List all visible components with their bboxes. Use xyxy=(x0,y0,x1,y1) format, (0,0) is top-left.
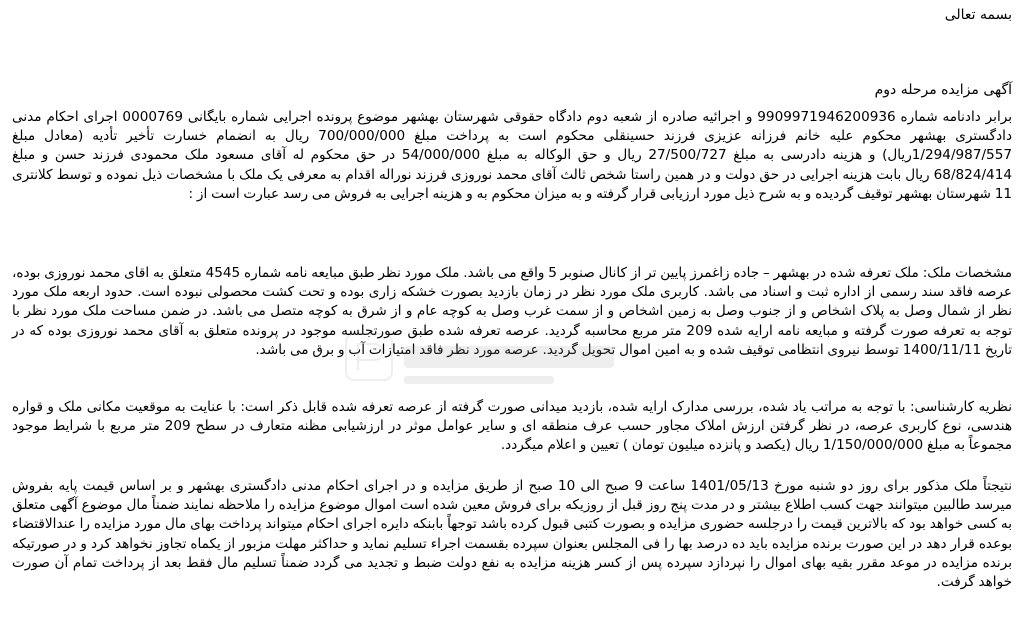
notice-title: آگهی مزایده مرحله دوم xyxy=(874,82,1012,98)
paragraph-property-specs: مشخصات ملک: ملک تعرفه شده در بهشهر – جاده زاغمرز پایین تر از کانال صنوبر 5 واقع می باشد. ملک مورد نظر طبق مبایعه نامه شماره 4545 متعلق به اقای محمد نوروزی بوده، عرصه فاقد سند رسمی از اداره ثبت و اسناد می باشد. کاربری ملک مورد نظر در زمان بازدید بصورت خشکه زاری بوده و تحت کشت محصولی نبوده است. حدود اربعه ملک مورد نظر از شمال وصل به پلاک اشخاص و از جنوب وصل به زمین اشخاص و از سمت غرب وصل به کوچه عام و از شرق به کوچه متصل می باشد. در ضمن مساحت ملک مورد نظر با توجه به تعرفه صورت گرفته و مبایعه نامه ارایه شده 209 متر مربع محاسبه گردید. عرصه تعرفه شده طبق صورتجلسه موجود در پرونده متعلق به آقای محمد نوروزی بوده که در تاریخ 1400/11/11 توسط نیروی انتظامی توقیف شده و به امین اموال تحویل گردید. عرصه مورد نظر فاقد امتیازات آب و برق می باشد. xyxy=(12,265,1012,358)
bismillah-heading: بسمه تعالی xyxy=(944,7,1012,23)
paragraph-verdict: برابر دادنامه شماره 9909971946200936 و اجرائیه صادره از شعبه دوم دادگاه حقوقی شهرستان بهشهر موضوع پرونده اجرایی شماره بایگانی 0000769 اجرای احکام مدنی دادگستری بهشهر محکوم علیه خانم فرزانه عزیزی فرزند حسینقلی محکوم است به پرداخت مبلغ 700/000/000 ریال به انضمام خسارت تأخیر تأدیه (معادل مبلغ 1/294/987/557ریال) و هزینه دادرسی به مبلغ 27/500/727 ریال و حق الوکاله به مبلغ 54/000/000 در حق محکوم له آقای مسعود ملک محمودی فرزند حسن و مبلغ 68/824/414 ریال بابت هزینه اجرایی در حق دولت و در همین راستا شخص ثالث آقای محمد نوروزی فرزند نوراله اقدام به معرفی یک ملک با مشخصات ذیل نموده و توسط کلانتری 11 شهرستان بهشهر توقیف گردیده و به شرح ذیل مورد ارزیابی قرار گرفته و به میزان محکوم به و هزینه اجرایی به فروش می رسد عبارت است از : xyxy=(12,109,1013,202)
paragraph-expert-opinion: نظریه کارشناسی: با توجه به مراتب یاد شده، بررسی مدارک ارایه شده، بازدید میدانی صورت گرفته از عرصه تعرفه شده قابل ذکر است: با عنایت به موقعیت مکانی ملک و قواره هندسی، نوع کاربری عرصه، در نظر گرفتن ارزش املاک مجاور حسب عرف منطقه ای و سایر عوامل موثر در ارزشیابی مظنه متعارف در سطح 209 متر مربع با شرایط موجود مجموعاً به مبلغ 1/150/000/000 ریال (یکصد و پانزده میلیون تومان ) تعیین و اعلام میگردد. xyxy=(12,399,1013,454)
paragraph-auction-terms: نتیجتاً ملک مذکور برای روز دو شنبه مورخ 1401/05/13 ساعت 9 صبح الی 10 صبح از طریق مزایده و در اجرای احکام مدنی دادگستری بهشهر و بر اساس قیمت پایه بفروش میرسد طالبین میتوانند جهت کسب اطلاع بیشتر و در مدت پنج روز قبل از روزیکه برای فروش معین شده است اموال موضوع مزایده را ملاحظه نمایند ضمناً مال موضوع آگهی متعلق به کسی خواهد بود که بالاترین قیمت را درجلسه حضوری مزایده و بصورت کتبی قبول کرده باشد توجهاً بابنکه دایره اجرای احکام میتواند پرداخت بهای مال مورد مزایده را عندالاقتضاء بوعده قرار دهد در این صورت برنده مزایده باید ده درصد بها را فی المجلس بعنوان سپرده بقسمت اجراء تسلیم نماید و حداکثر مهلت مزبور از یکماه تجاوز نخواهد کرد و در صورتیکه برنده مزایده در موعد مقرر بقیه بهای اموال را نپردازد سپرده پس از کسر هزینه مزایده به نفع دولت ضبط و تجدید می گردد ضمناً تسلیم مال فقط بعد از پرداخت تمام آن صورت خواهد گرفت. xyxy=(12,478,1012,591)
